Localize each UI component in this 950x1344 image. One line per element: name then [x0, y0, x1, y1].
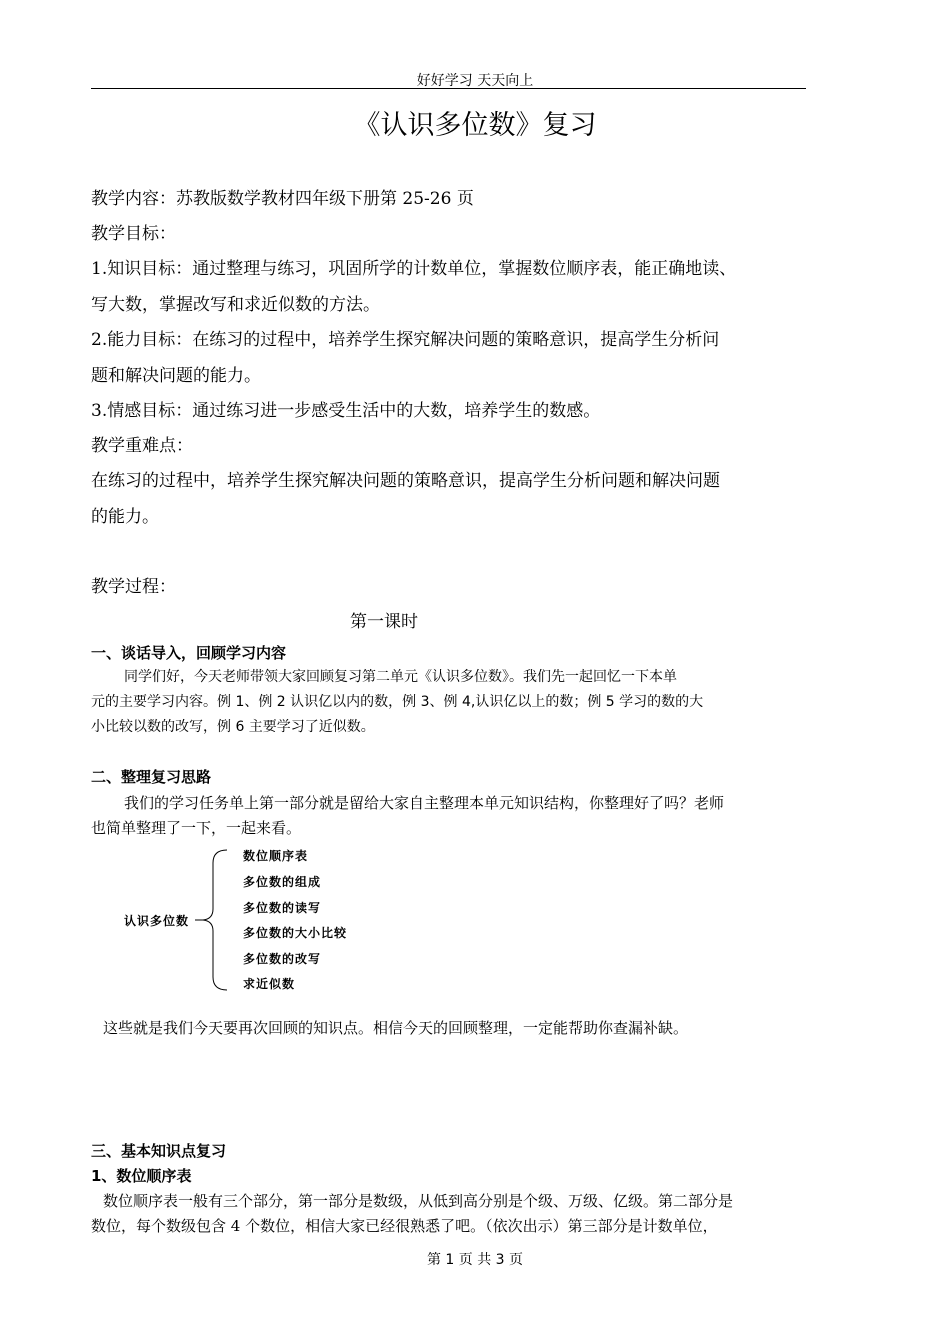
diagram-item-4: 多位数的大小比较 — [243, 926, 348, 940]
key-heading: 教学重难点： — [91, 436, 193, 456]
section1-line3: 小比较以数的改写，例 6 主要学习了近似数。 — [91, 719, 375, 735]
key-line1: 在练习的过程中，培养学生探究解决问题的策略意识，提高学生分析问题和解决问题 — [91, 471, 720, 491]
section3-heading: 三、基本知识点复习 — [91, 1142, 227, 1160]
goal1-line2: 写大数，掌握改写和求近似数的方法。 — [91, 295, 380, 315]
page-header: 好好学习 天天向上 — [416, 73, 534, 89]
section2-line1: 我们的学习任务单上第一部分就是留给大家自主整理本单元知识结构，你整理好了吗？老师 — [124, 794, 725, 812]
goal3: 3.情感目标：通过练习进一步感受生活中的大数，培养学生的数感。 — [91, 401, 601, 421]
section2-line2: 也简单整理了一下，一起来看。 — [91, 819, 302, 837]
section2-heading: 二、整理复习思路 — [91, 768, 212, 786]
diagram-item-1: 数位顺序表 — [243, 849, 309, 863]
section1-line2: 元的主要学习内容。例 1、例 2 认识亿以内的数，例 3、例 4,认识亿以上的数；例 5 学习的数的大 — [91, 694, 704, 710]
process-heading: 教学过程： — [91, 577, 176, 597]
teaching-content: 教学内容：苏教版数学教材四年级下册第 25-26 页 — [91, 189, 474, 209]
diagram-item-2: 多位数的组成 — [243, 875, 322, 889]
goal1-line1: 1.知识目标：通过整理与练习，巩固所学的计数单位，掌握数位顺序表，能正确地读、 — [91, 259, 737, 279]
section2-closing: 这些就是我们今天要再次回顾的知识点。相信今天的回顾整理，一定能帮助你查漏补缺。 — [103, 1019, 689, 1037]
diagram-item-6: 求近似数 — [243, 977, 296, 991]
document-title: 《认识多位数》复习 — [353, 110, 597, 141]
diagram-root: 认识多位数 — [124, 914, 190, 928]
section3-subheading: 1、数位顺序表 — [91, 1167, 192, 1185]
diagram-bracket — [195, 845, 235, 995]
section3-line2: 数位，每个数级包含 4 个数位，相信大家已经很熟悉了吧。（依次出示）第三部分是计数单位， — [91, 1217, 718, 1235]
diagram-item-3: 多位数的读写 — [243, 901, 322, 915]
header-divider — [91, 88, 806, 89]
section3-line1: 数位顺序表一般有三个部分，第一部分是数级，从低到高分别是个级、万级、亿级。第二部分是 — [103, 1192, 734, 1210]
lesson-title: 第一课时 — [350, 612, 418, 632]
goals-heading: 教学目标： — [91, 224, 176, 244]
diagram-item-5: 多位数的改写 — [243, 952, 322, 966]
section1-line1: 同学们好，今天老师带领大家回顾复习第二单元《认识多位数》。我们先一起回忆一下本单 — [124, 669, 677, 685]
section1-heading: 一、谈话导入，回顾学习内容 — [91, 644, 287, 662]
page-footer: 第 1 页 共 3 页 — [426, 1252, 524, 1268]
goal2-line1: 2.能力目标：在练习的过程中，培养学生探究解决问题的策略意识，提高学生分析问 — [91, 330, 720, 350]
goal2-line2: 题和解决问题的能力。 — [91, 366, 261, 386]
key-line2: 的能力。 — [91, 507, 159, 527]
